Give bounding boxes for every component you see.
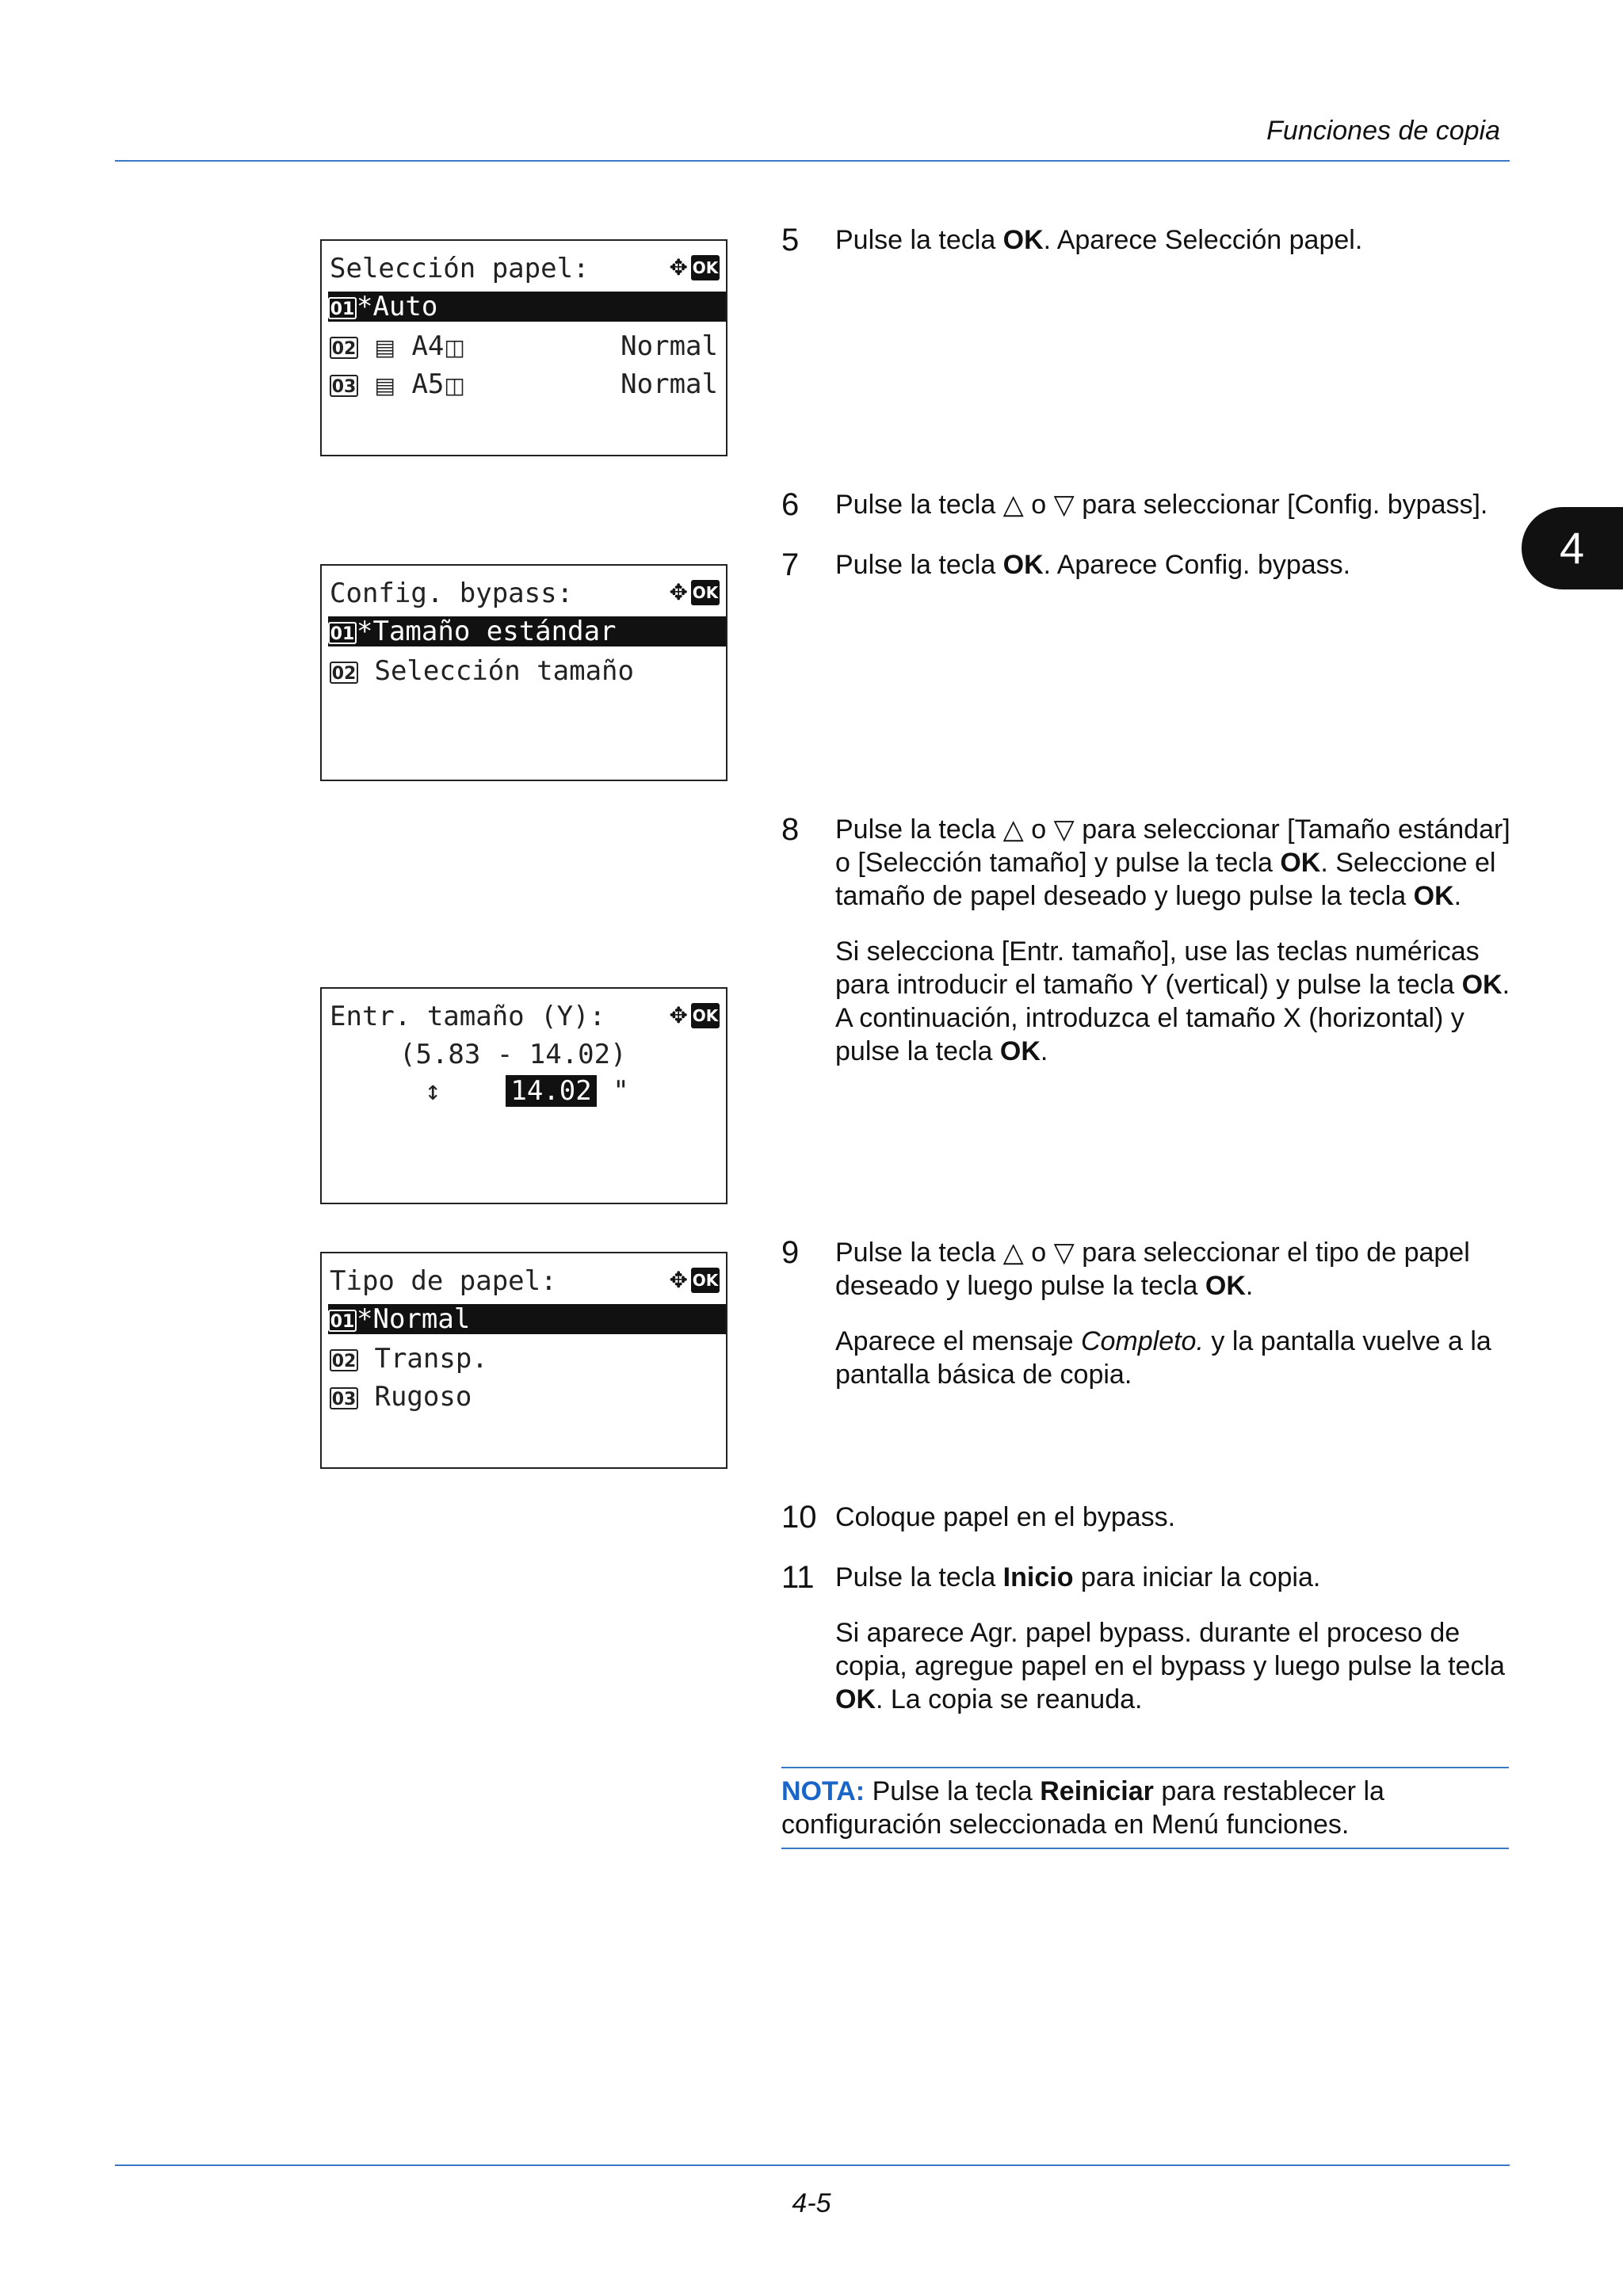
lcd-title: Tipo de papel: [330,1265,557,1297]
lcd-size-entry [320,987,727,1204]
lcd-row: 03 Rugoso [330,1382,726,1412]
note-label: NOTA: [781,1776,865,1806]
footer-rule [115,2164,1510,2166]
tray-2-icon: ▤ [374,372,395,399]
nav-ok-icon: ✥ OK [669,1267,719,1293]
lcd-row: 03 ▤ A5◫ Normal [330,369,726,399]
lcd-paper-selection [320,239,727,456]
portrait-paper-icon: ◫ [444,334,465,360]
lcd-bypass-config [320,564,727,781]
tray-1-icon: ▤ [374,334,395,360]
vertical-arrow-icon: ↕ [425,1075,441,1107]
chapter-tab: 4 [1522,507,1623,589]
note-box: NOTA: Pulse la tecla Reiniciar para restablecer la configuración seleccionada en Menú funciones. [781,1767,1509,1849]
nav-ok-icon: ✥ OK [669,1002,719,1028]
lcd-row: 02 ▤ A4◫ Normal [330,331,726,361]
lcd-title: Config. bypass: [330,578,574,609]
lcd-value-row: ↕ 14.02 " [425,1075,629,1107]
lcd-title: Selección papel: [330,253,590,284]
nav-ok-icon: ✥ OK [669,254,719,280]
lcd-value: 14.02 [506,1075,596,1107]
lcd-row: 01*Auto [328,292,726,322]
page-number: 4-5 [792,2188,831,2218]
step-11: 11 Pulse la tecla Inicio para iniciar la copia. Si aparece Agr. papel bypass. durante el proceso de copia, agregue papel en el bypass y luego pulse la tecla OK. La copia se reanuda. [781,1560,1505,1714]
step-9: 9 Pulse la tecla △ o ▽ para seleccionar el tipo de papel deseado y luego pulse la tecla OK. Aparece el mensaje Completo. y la pantalla vuelve a la pantalla básica de copia. [781,1235,1491,1390]
step-6: 6 Pulse la tecla △ o ▽ para seleccionar [Config. bypass]. [781,487,1488,522]
lcd-title: Entr. tamaño (Y): [330,1001,605,1032]
lcd-row: 02 Selección tamaño [330,656,726,686]
lcd-paper-type [320,1252,727,1469]
step-5: 5 Pulse la tecla OK. Aparece Selección papel. [781,223,1363,257]
lcd-row: 02 Transp. [330,1344,726,1374]
step-8: 8 Pulse la tecla △ o ▽ para seleccionar [Tamaño estándar] o [Selección tamaño] y pulse la tecla OK. Seleccione el tamaño de papel deseado y luego pulse la tecla OK. Si selecciona [Entr. tamaño], use las teclas numéricas para introducir el tamaño Y (vertical) y pulse la tecla OK. A continuación, introduzca el tamaño X (horizontal) y pulse la tecla OK. [781,812,1510,1066]
header-rule [115,160,1510,162]
header-title: Funciones de copia [1266,116,1500,146]
portrait-paper-icon: ◫ [444,372,465,399]
lcd-row: 01*Normal [328,1304,726,1334]
lcd-row: 01*Tamaño estándar [328,616,726,646]
nav-ok-icon: ✥ OK [669,579,719,605]
lcd-range: (5.83 - 14.02) [399,1039,627,1070]
step-7: 7 Pulse la tecla OK. Aparece Config. bypass. [781,547,1351,582]
step-10: 10 Coloque papel en el bypass. [781,1500,1176,1535]
